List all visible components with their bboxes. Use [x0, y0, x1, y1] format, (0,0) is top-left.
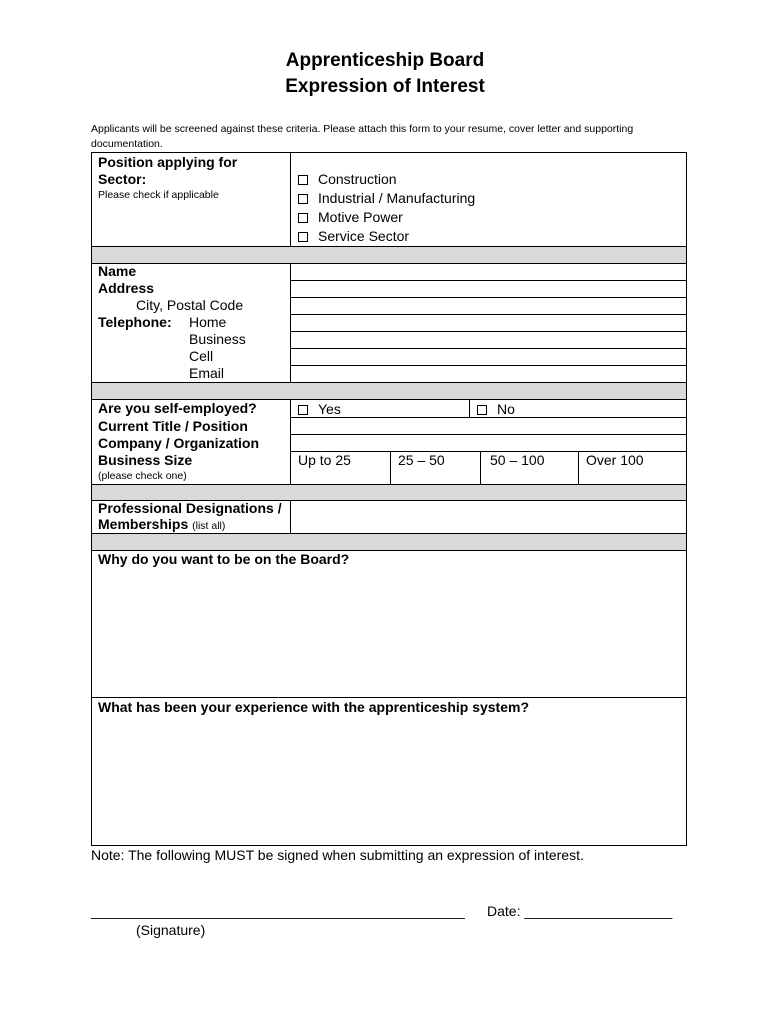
sector-option-construction[interactable]	[298, 171, 397, 187]
checkbox-icon[interactable]	[298, 213, 308, 223]
self-employed-no[interactable]	[477, 401, 515, 417]
city-label: City, Postal Code	[136, 297, 244, 313]
date-line[interactable]: Date: ___________________	[487, 903, 673, 919]
yes-label: Yes	[318, 401, 341, 417]
business-size-option[interactable]: 50 – 100	[490, 452, 545, 468]
business-size-option[interactable]: Over 100	[586, 452, 644, 468]
signature-line[interactable]: ________________________________________________	[91, 903, 465, 919]
memberships-label-group	[98, 516, 225, 532]
sector-option-label: Service Sector	[318, 228, 410, 244]
sector-option-label: Construction	[318, 171, 397, 187]
email-label: Email	[189, 365, 225, 381]
designations-label: Professional Designations /	[98, 500, 282, 516]
separator-row	[91, 484, 687, 500]
title-position-label: Current Title / Position	[98, 418, 248, 434]
question-experience: What has been your experience with the apprenticeship system?	[98, 699, 530, 715]
sector-label: Sector:	[98, 171, 147, 187]
checkbox-icon[interactable]	[298, 194, 308, 204]
company-label: Company / Organization	[98, 435, 260, 451]
sector-option-industrial[interactable]	[298, 190, 475, 206]
name-label: Name	[98, 263, 137, 279]
business-size-label: Business Size	[98, 452, 193, 468]
cell-phone-label: Cell	[189, 348, 214, 364]
no-label: No	[497, 401, 515, 417]
self-employed-yes[interactable]	[298, 401, 341, 417]
telephone-label: Telephone:	[98, 314, 172, 330]
list-all-hint: (list all)	[192, 520, 226, 532]
intro-text: Applicants will be screened against these criteria. Please attach this form to your resume, cover letter and supporting documentation.	[91, 123, 634, 150]
form-subtitle: Expression of Interest	[285, 76, 485, 97]
home-phone-label: Home	[189, 314, 227, 330]
checkbox-icon[interactable]	[477, 405, 487, 415]
form-title: Apprenticeship Board	[285, 50, 485, 71]
check-one-hint: (please check one)	[98, 470, 187, 482]
self-employed-label: Are you self-employed?	[98, 400, 257, 416]
checkbox-icon[interactable]	[298, 232, 308, 242]
checkbox-icon[interactable]	[298, 405, 308, 415]
memberships-label: Memberships	[98, 516, 189, 532]
sector-hint: Please check if applicable	[98, 189, 219, 201]
separator-row	[91, 246, 687, 263]
business-size-option[interactable]: Up to 25	[298, 452, 351, 468]
sector-option-label: Motive Power	[318, 209, 403, 225]
business-size-option[interactable]: 25 – 50	[398, 452, 445, 468]
question-why-board: Why do you want to be on the Board?	[98, 551, 350, 567]
business-phone-label: Business	[189, 331, 246, 347]
checkbox-icon[interactable]	[298, 175, 308, 185]
separator-row	[91, 533, 687, 550]
address-label: Address	[98, 280, 155, 296]
separator-row	[91, 382, 687, 399]
sector-option-motive-power[interactable]	[298, 209, 403, 225]
signature-label: (Signature)	[136, 922, 206, 938]
sector-option-label: Industrial / Manufacturing	[318, 190, 476, 206]
signature-note: Note: The following MUST be signed when submitting an expression of interest.	[91, 847, 584, 863]
position-label: Position applying for	[98, 154, 238, 170]
sector-option-service[interactable]	[298, 228, 409, 244]
